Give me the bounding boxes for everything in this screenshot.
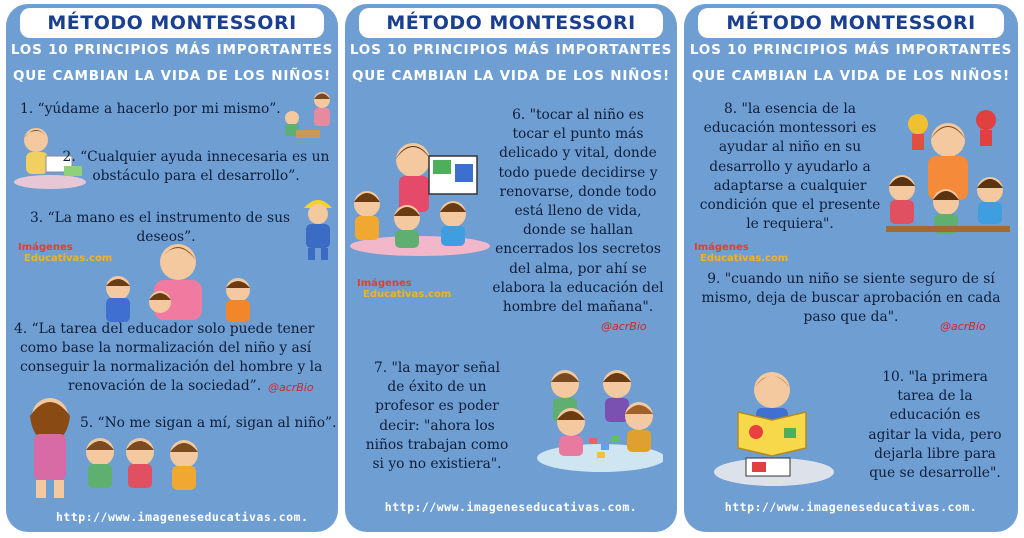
principle-10-line: agitar la vida, pero (868, 426, 1002, 443)
principle-9-line: mismo, deja de buscar aprobación en cada (701, 290, 1001, 307)
watermark-line2: Educativas.com (363, 289, 452, 300)
principle-2-line1: 2. “Cualquier ayuda innecesaria es un (62, 149, 330, 165)
principle-5: 5. “No me sigan a mí, sigan al niño”. (80, 415, 337, 431)
footer-url: http://www.imageneseducativas.com. (724, 500, 978, 514)
principle-3-line1: 3. “La mano es el instrumento de sus (30, 210, 291, 226)
panel-subtitle-line2: QUE CAMBIAN LA VIDA DE LOS NIÑOS! (351, 68, 670, 84)
panel-subtitle-line1: LOS 10 PRINCIPIOS MÁS IMPORTANTES (689, 42, 1013, 58)
watermark (18, 242, 112, 264)
signature: @acrBio (940, 320, 986, 333)
panel-title: MÉTODO MONTESSORI (359, 8, 663, 38)
watermark-line1: Imágenes (18, 242, 73, 253)
teacher-with-children-illustration (98, 240, 260, 324)
panel-principles-6-7 (345, 4, 677, 532)
panel-subtitle-line2: QUE CAMBIAN LA VIDA DE LOS NIÑOS! (12, 68, 331, 84)
panel-subtitle-line2: QUE CAMBIAN LA VIDA DE LOS NIÑOS! (691, 68, 1010, 84)
principle-8-line: desarrollo y ayudarlo a (709, 158, 871, 175)
signature: @acrBio (268, 381, 314, 394)
watermark-line2: Educativas.com (700, 253, 789, 264)
panel-title: MÉTODO MONTESSORI (20, 8, 324, 38)
principle-6-line: todo puede decidirse y (498, 164, 658, 181)
principle-6-line: encerrados los secretos (495, 241, 661, 258)
principle-7 (349, 359, 525, 474)
watermark-line1: Imágenes (694, 242, 749, 253)
watermark-line2: Educativas.com (24, 253, 113, 264)
principle-6-line: hombre del mañana". (502, 299, 654, 316)
principle-9-line: paso que da". (803, 309, 899, 326)
principle-7-line: 7. "la mayor señal (373, 360, 501, 376)
child-yellow-hat-illustration (298, 194, 338, 264)
principle-10 (856, 368, 1014, 483)
principle-6-line: elabora la educación del (492, 279, 664, 296)
principle-8-line: 8. "la esencia de la (724, 101, 856, 117)
footer-url: http://www.imageneseducativas.com. (384, 500, 638, 514)
principle-10-line: que se desarrolle". (869, 465, 1001, 482)
principle-1: 1. “yúdame a hacerlo por mi mismo”. (20, 101, 281, 117)
principle-6-line: tocar el punto más (512, 126, 644, 143)
principle-7-line: de éxito de un (387, 379, 487, 396)
principle-7-line: niños trabajan como (365, 436, 509, 453)
child-reading-book-illustration (712, 368, 836, 488)
principle-9 (690, 270, 1012, 328)
panel-principles-1-5 (6, 4, 338, 532)
principle-9-line: 9. "cuando un niño se siente seguro de sí (707, 271, 995, 287)
principle-6-line: está lleno de vida, (514, 203, 642, 220)
principle-7-line: profesor es poder (375, 398, 499, 415)
principle-8-line: ayudar al niño en su (718, 139, 862, 156)
children-playing-puzzle-illustration (531, 366, 663, 476)
principle-10-line: 10. "la primera (882, 369, 988, 385)
principle-7-line: decir: "ahora los (379, 417, 495, 434)
principle-6-line: renovarse, donde todo (499, 183, 657, 200)
panel-subtitle-line1: LOS 10 PRINCIPIOS MÁS IMPORTANTES (349, 42, 673, 58)
principle-7-line: si yo no existiera". (372, 456, 502, 473)
watermark (357, 278, 451, 300)
teacher-with-puppets-illustration (882, 110, 1012, 244)
principle-10-line: dejarla libre para (874, 445, 996, 462)
principle-4-line1: 4. “La tarea del educador solo puede tener (14, 321, 315, 337)
principle-6 (483, 106, 673, 317)
principle-8-line: adaptarse a cualquier (713, 177, 867, 194)
principle-6-line: donde se hallan (522, 222, 634, 239)
principle-6-line: 6. "tocar al niño es (512, 107, 644, 123)
panel-title: MÉTODO MONTESSORI (698, 8, 1004, 38)
principle-4-line4: renovación de la sociedad”. (68, 378, 262, 394)
principle-8 (690, 100, 890, 234)
principle-8-line: le requiera". (746, 216, 834, 233)
principle-4-line3: conseguir la normalización del hombre y la (20, 359, 323, 375)
footer-url: http://www.imageneseducativas.com. (56, 510, 309, 524)
watermark-line1: Imágenes (357, 278, 412, 289)
principle-10-line: tarea de la (897, 388, 973, 405)
principle-6-line: delicado y vital, donde (499, 145, 657, 162)
principle-8-line: condición que el presente (699, 197, 881, 214)
principle-6-line: del alma, por ahí se (509, 260, 647, 277)
children-playing-illustration (276, 90, 338, 142)
teacher-leading-children-illustration (14, 394, 210, 506)
panel-principles-8-10 (684, 4, 1018, 532)
panel-subtitle-line1: LOS 10 PRINCIPIOS MÁS IMPORTANTES (10, 42, 334, 58)
teacher-showing-book-illustration (347, 138, 493, 258)
principle-10-line: educación es (889, 407, 981, 424)
principle-4-line2: como base la normalización del niño y así (20, 340, 312, 356)
principle-8-line: educación montessori es (703, 120, 877, 137)
signature: @acrBio (601, 320, 647, 333)
watermark (694, 242, 788, 264)
principle-3-line2: deseos”. (136, 229, 196, 245)
principle-2-line2: obstáculo para el desarrollo”. (92, 168, 300, 184)
